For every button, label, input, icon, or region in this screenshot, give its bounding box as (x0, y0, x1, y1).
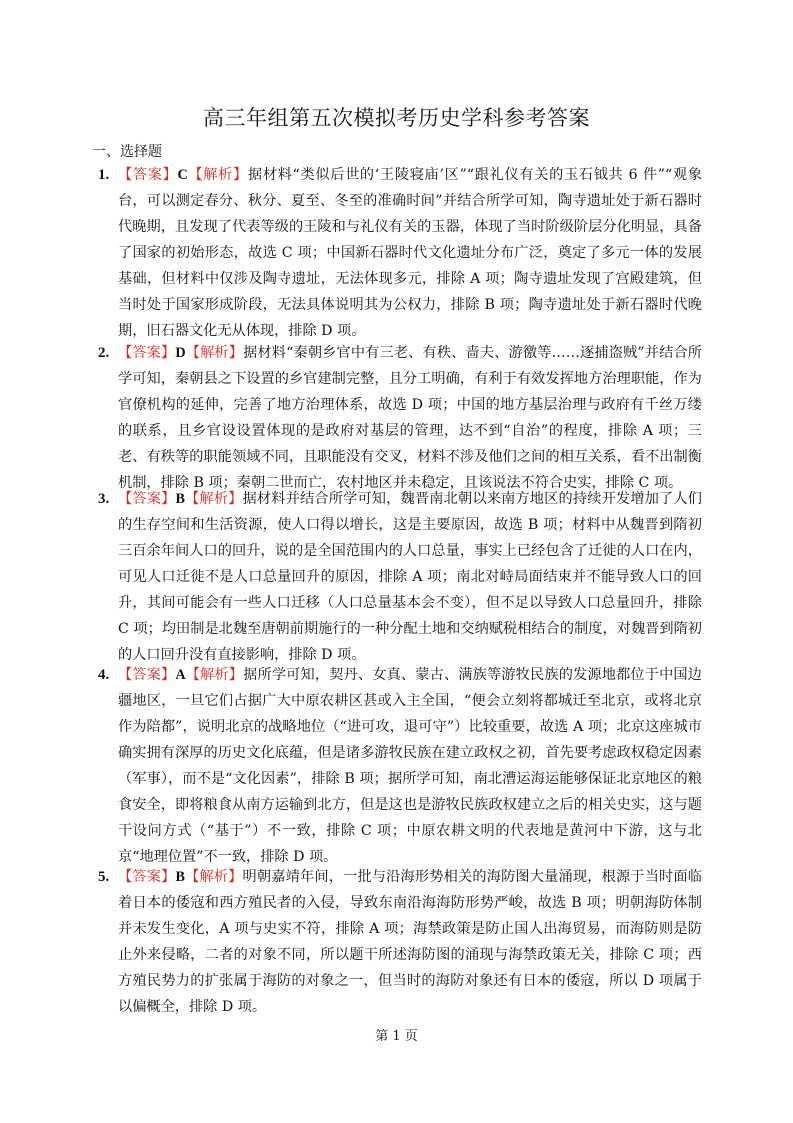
answer-tag: 【答案】 (118, 667, 176, 683)
question-1 (100, 162, 702, 344)
analysis-text: 明朝嘉靖年间，一批与沿海形势相关的海防图大量涌现，根源于当时面临着日本的倭寇和西方殖民者的入侵，导致东南沿海海防形势严峻，故选 B 项；明朝海防体制并未发生变化，A 项与史实不符，排除 A 项；海禁政策是防止国人出海贸易，而海防则是防止外来侵略，二者的对象不同，所以题干所述海防图的涌现与海禁政策无关，排除 C 项；西方殖民势力的扩张属于海防的对象之一，但当时的海防对象还有日本的倭寇，所以 D 项属于以偏概全，排除 D 项。 (118, 869, 702, 1015)
answer-tag: 【答案】 (118, 167, 178, 183)
question-body (100, 162, 702, 344)
question-number: 3. (98, 491, 110, 507)
question-5 (100, 864, 702, 1020)
question-number: 1. (98, 167, 110, 183)
answer-tag: 【答案】 (118, 345, 176, 361)
analysis-tag: 【解析】 (185, 667, 244, 683)
answer-letter: B (175, 869, 185, 885)
page-number: 第 1 页 (375, 1029, 418, 1044)
question-body (100, 486, 702, 668)
question-3 (100, 486, 702, 668)
question-4 (100, 662, 702, 870)
question-body (100, 340, 702, 496)
answer-letter: C (177, 167, 188, 183)
section-heading: 一、选择题 (92, 144, 162, 160)
question-number: 2. (98, 345, 110, 361)
question-body (100, 662, 702, 870)
answer-tag: 【答案】 (118, 869, 176, 885)
analysis-text: 据材料“类似后世的‘王陵寝庙’区”“跟礼仪有关的玉石钺共 6 件”“观象台，可以测定春分、秋分、夏至、冬至的准确时间”并结合所学可知，陶寺遗址处于新石器时代晚期，且发现了代表等级的王陵和与礼仪有关的玉器，体现了当时阶级阶层分化明显，具备了国家的初始形态，故选 C 项；中国新石器时代文化遗址分布广泛，奠定了多元一体的发展基础，但材料中仅涉及陶寺遗址，无法体现多元，排除 A 项；陶寺遗址发现了宫殿建筑，但当时处于国家形成阶段，无法具体说明其为公权力，排除 B 项；陶寺遗址处于新石器时代晚期，旧石器文化无从体现，排除 D 项。 (118, 167, 702, 339)
analysis-tag: 【解析】 (184, 491, 243, 507)
analysis-text: 据材料“秦朝乡官中有三老、有秩、啬夫、游徼等……逐捕盗贼”并结合所学可知，秦朝县之下设置的乡官建制完整，且分工明确，有利于有效发挥地方治理职能，作为官僚机构的延伸，完善了地方治理体系，故选 D 项；中国的地方基层治理与政府有千丝万缕的联系，且乡官设设置体现的是政府对基层的管理，达不到“自治”的程度，排除 A 项；三老、有秩等的职能领域不同，且职能没有交叉，材料不涉及他们之间的相互关系，看不出制衡机制，排除 B 项；秦朝二世而亡，农村地区并未稳定，且该说法不符合史实，排除 C 项。 (118, 345, 702, 491)
analysis-tag: 【解析】 (184, 869, 243, 885)
question-number: 5. (98, 869, 110, 885)
answer-tag: 【答案】 (118, 491, 176, 507)
analysis-text: 据所学可知，契丹、女真、蒙古、满族等游牧民族的发源地都位于中国边疆地区，一旦它们占据广大中原农耕区甚或入主全国，“便会立刻将都城迁至北京，或将北京作为陪都”，说明北京的战略地位（“进可攻，退可守”）比较重要，故选 A 项；北京这座城市确实拥有深厚的历史文化底蕴，但是诸多游牧民族在建立政权之初，首先要考虑政权稳定因素（军事），而不是“文化因素”，排除 B 项；据所学可知，南北漕运海运能够保证北京地区的粮食安全，即将粮食从南方运输到北方，但是这也是游牧民族政权建立之后的相关史实，这与题干设问方式（“基于”）不一致，排除 C 项；中原农耕文明的代表地是黄河中下游，这与北京“地理位置”不一致，排除 D 项。 (118, 667, 702, 865)
analysis-text: 据材料并结合所学可知，魏晋南北朝以来南方地区的持续开发增加了人们的生存空间和生活资源，使人口得以增长，这是主要原因，故选 B 项；材料中从魏晋到隋初三百余年间人口的回升，说的是全国范围内的人口总量，事实上已经包含了迁徙的人口在内，可见人口迁徙不是人口总量回升的原因，排除 A 项；南北对峙局面结束并不能导致人口的回升，其间可能会有一些人口迁移（人口总量基本会不变），但不足以导致人口总量回升，排除 C 项；均田制是北魏至唐朝前期施行的一种分配土地和交纳赋税相结合的制度，对魏晋到隋初的人口回升没有直接影响，排除 D 项。 (118, 491, 702, 663)
question-body (100, 864, 702, 1020)
answer-letter: D (175, 345, 186, 361)
analysis-tag: 【解析】 (187, 167, 248, 183)
question-2 (100, 340, 702, 496)
question-number: 4. (98, 667, 110, 683)
answer-letter: A (175, 667, 186, 683)
analysis-tag: 【解析】 (185, 345, 244, 361)
answer-letter: B (175, 491, 185, 507)
page-title: 高三年组第五次模拟考历史学科参考答案 (203, 106, 590, 130)
